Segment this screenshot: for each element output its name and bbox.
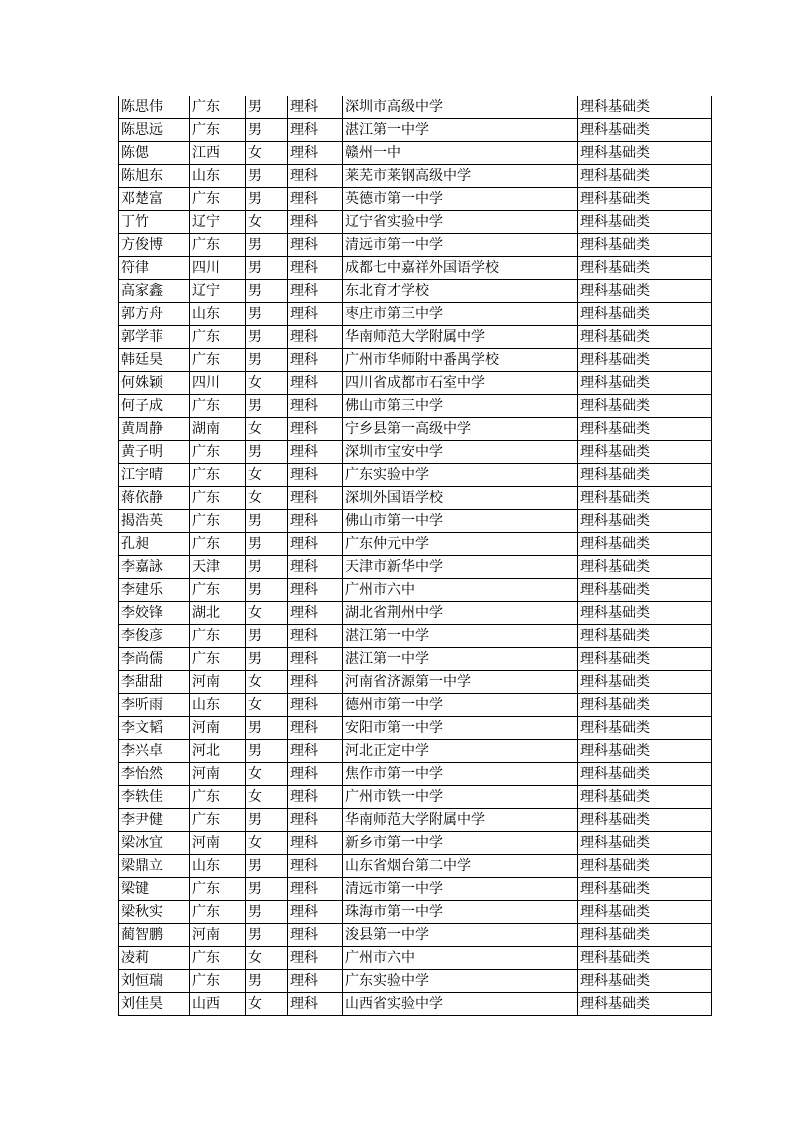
cell-school: 广东实验中学 bbox=[343, 464, 578, 487]
table-row bbox=[119, 234, 712, 257]
cell-subject: 理科 bbox=[288, 119, 343, 142]
cell-category: 理科基础类 bbox=[578, 602, 712, 625]
cell-category: 理科基础类 bbox=[578, 464, 712, 487]
cell-name: 梁鼎立 bbox=[119, 855, 190, 878]
cell-subject: 理科 bbox=[288, 740, 343, 763]
cell-school: 河北正定中学 bbox=[343, 740, 578, 763]
cell-province: 山西 bbox=[190, 993, 246, 1016]
cell-category: 理科基础类 bbox=[578, 533, 712, 556]
cell-school: 佛山市第三中学 bbox=[343, 395, 578, 418]
table-row bbox=[119, 579, 712, 602]
cell-name: 刘佳昊 bbox=[119, 993, 190, 1016]
cell-school: 焦作市第一中学 bbox=[343, 763, 578, 786]
cell-gender: 男 bbox=[246, 349, 288, 372]
cell-name: 高家鑫 bbox=[119, 280, 190, 303]
cell-gender: 男 bbox=[246, 96, 288, 119]
cell-province: 河南 bbox=[190, 717, 246, 740]
cell-name: 李怡然 bbox=[119, 763, 190, 786]
table-row bbox=[119, 441, 712, 464]
cell-name: 陈旭东 bbox=[119, 165, 190, 188]
cell-category: 理科基础类 bbox=[578, 855, 712, 878]
cell-gender: 女 bbox=[246, 372, 288, 395]
cell-gender: 女 bbox=[246, 142, 288, 165]
table-row bbox=[119, 464, 712, 487]
cell-school: 广州市铁一中学 bbox=[343, 786, 578, 809]
cell-name: 李俊彦 bbox=[119, 625, 190, 648]
cell-province: 辽宁 bbox=[190, 280, 246, 303]
cell-name: 邓楚富 bbox=[119, 188, 190, 211]
cell-province: 广东 bbox=[190, 878, 246, 901]
table-row bbox=[119, 625, 712, 648]
cell-category: 理科基础类 bbox=[578, 717, 712, 740]
cell-name: 李轶佳 bbox=[119, 786, 190, 809]
cell-school: 广东实验中学 bbox=[343, 970, 578, 993]
table-row bbox=[119, 165, 712, 188]
cell-province: 广东 bbox=[190, 234, 246, 257]
table-row bbox=[119, 993, 712, 1016]
cell-gender: 男 bbox=[246, 740, 288, 763]
cell-province: 广东 bbox=[190, 349, 246, 372]
table-row bbox=[119, 970, 712, 993]
cell-subject: 理科 bbox=[288, 556, 343, 579]
cell-subject: 理科 bbox=[288, 418, 343, 441]
cell-school: 四川省成都市石室中学 bbox=[343, 372, 578, 395]
table-row bbox=[119, 510, 712, 533]
cell-gender: 女 bbox=[246, 211, 288, 234]
cell-category: 理科基础类 bbox=[578, 441, 712, 464]
cell-name: 符律 bbox=[119, 257, 190, 280]
cell-category: 理科基础类 bbox=[578, 556, 712, 579]
cell-name: 黄子明 bbox=[119, 441, 190, 464]
cell-province: 山东 bbox=[190, 303, 246, 326]
cell-category: 理科基础类 bbox=[578, 510, 712, 533]
cell-province: 河南 bbox=[190, 671, 246, 694]
cell-gender: 男 bbox=[246, 556, 288, 579]
cell-subject: 理科 bbox=[288, 625, 343, 648]
cell-subject: 理科 bbox=[288, 602, 343, 625]
cell-gender: 男 bbox=[246, 119, 288, 142]
cell-gender: 男 bbox=[246, 510, 288, 533]
cell-gender: 男 bbox=[246, 234, 288, 257]
cell-gender: 女 bbox=[246, 464, 288, 487]
cell-name: 刘恒瑞 bbox=[119, 970, 190, 993]
cell-province: 天津 bbox=[190, 556, 246, 579]
cell-gender: 男 bbox=[246, 326, 288, 349]
cell-province: 广东 bbox=[190, 487, 246, 510]
cell-category: 理科基础类 bbox=[578, 418, 712, 441]
cell-category: 理科基础类 bbox=[578, 924, 712, 947]
cell-gender: 男 bbox=[246, 717, 288, 740]
table-row bbox=[119, 533, 712, 556]
cell-province: 河南 bbox=[190, 763, 246, 786]
cell-subject: 理科 bbox=[288, 786, 343, 809]
cell-gender: 女 bbox=[246, 993, 288, 1016]
cell-province: 广东 bbox=[190, 786, 246, 809]
cell-province: 广东 bbox=[190, 533, 246, 556]
cell-name: 陈思伟 bbox=[119, 96, 190, 119]
cell-category: 理科基础类 bbox=[578, 809, 712, 832]
cell-school: 清远市第一中学 bbox=[343, 878, 578, 901]
cell-name: 梁秋实 bbox=[119, 901, 190, 924]
cell-name: 蒋依静 bbox=[119, 487, 190, 510]
cell-name: 蔺智鹏 bbox=[119, 924, 190, 947]
cell-school: 湛江第一中学 bbox=[343, 625, 578, 648]
cell-name: 韩廷昊 bbox=[119, 349, 190, 372]
cell-province: 湖南 bbox=[190, 418, 246, 441]
cell-name: 李建乐 bbox=[119, 579, 190, 602]
table-row bbox=[119, 947, 712, 970]
cell-school: 清远市第一中学 bbox=[343, 234, 578, 257]
table-row bbox=[119, 418, 712, 441]
cell-subject: 理科 bbox=[288, 303, 343, 326]
cell-school: 天津市新华中学 bbox=[343, 556, 578, 579]
cell-school: 深圳市高级中学 bbox=[343, 96, 578, 119]
table-row bbox=[119, 878, 712, 901]
cell-subject: 理科 bbox=[288, 188, 343, 211]
cell-name: 郭方舟 bbox=[119, 303, 190, 326]
cell-school: 英德市第一中学 bbox=[343, 188, 578, 211]
cell-category: 理科基础类 bbox=[578, 671, 712, 694]
cell-province: 广东 bbox=[190, 464, 246, 487]
cell-subject: 理科 bbox=[288, 395, 343, 418]
cell-category: 理科基础类 bbox=[578, 625, 712, 648]
cell-subject: 理科 bbox=[288, 694, 343, 717]
cell-category: 理科基础类 bbox=[578, 234, 712, 257]
cell-name: 李听雨 bbox=[119, 694, 190, 717]
cell-name: 李尚儒 bbox=[119, 648, 190, 671]
cell-gender: 女 bbox=[246, 671, 288, 694]
cell-school: 河南省济源第一中学 bbox=[343, 671, 578, 694]
cell-province: 广东 bbox=[190, 809, 246, 832]
cell-province: 广东 bbox=[190, 119, 246, 142]
cell-subject: 理科 bbox=[288, 142, 343, 165]
cell-category: 理科基础类 bbox=[578, 395, 712, 418]
table-row bbox=[119, 280, 712, 303]
table-row bbox=[119, 487, 712, 510]
cell-category: 理科基础类 bbox=[578, 257, 712, 280]
cell-province: 广东 bbox=[190, 901, 246, 924]
cell-school: 华南师范大学附属中学 bbox=[343, 809, 578, 832]
cell-gender: 男 bbox=[246, 395, 288, 418]
table-row bbox=[119, 855, 712, 878]
cell-name: 凌莉 bbox=[119, 947, 190, 970]
cell-category: 理科基础类 bbox=[578, 349, 712, 372]
cell-gender: 男 bbox=[246, 901, 288, 924]
cell-subject: 理科 bbox=[288, 96, 343, 119]
cell-province: 辽宁 bbox=[190, 211, 246, 234]
cell-category: 理科基础类 bbox=[578, 740, 712, 763]
cell-name: 方俊博 bbox=[119, 234, 190, 257]
table-row bbox=[119, 694, 712, 717]
cell-category: 理科基础类 bbox=[578, 280, 712, 303]
cell-gender: 男 bbox=[246, 188, 288, 211]
table-row bbox=[119, 119, 712, 142]
cell-category: 理科基础类 bbox=[578, 96, 712, 119]
cell-school: 山东省烟台第二中学 bbox=[343, 855, 578, 878]
cell-name: 李文韬 bbox=[119, 717, 190, 740]
cell-gender: 女 bbox=[246, 602, 288, 625]
cell-province: 湖北 bbox=[190, 602, 246, 625]
table-row bbox=[119, 763, 712, 786]
cell-subject: 理科 bbox=[288, 349, 343, 372]
cell-gender: 女 bbox=[246, 418, 288, 441]
cell-gender: 女 bbox=[246, 947, 288, 970]
table-row bbox=[119, 395, 712, 418]
cell-subject: 理科 bbox=[288, 671, 343, 694]
cell-gender: 男 bbox=[246, 855, 288, 878]
cell-school: 佛山市第一中学 bbox=[343, 510, 578, 533]
cell-province: 四川 bbox=[190, 257, 246, 280]
cell-school: 安阳市第一中学 bbox=[343, 717, 578, 740]
cell-gender: 男 bbox=[246, 924, 288, 947]
cell-school: 赣州一中 bbox=[343, 142, 578, 165]
cell-subject: 理科 bbox=[288, 464, 343, 487]
cell-province: 广东 bbox=[190, 970, 246, 993]
cell-province: 广东 bbox=[190, 625, 246, 648]
cell-school: 辽宁省实验中学 bbox=[343, 211, 578, 234]
cell-gender: 女 bbox=[246, 786, 288, 809]
cell-school: 深圳外国语学校 bbox=[343, 487, 578, 510]
table-row bbox=[119, 211, 712, 234]
cell-gender: 女 bbox=[246, 832, 288, 855]
cell-name: 陈思远 bbox=[119, 119, 190, 142]
cell-name: 梁键 bbox=[119, 878, 190, 901]
cell-gender: 女 bbox=[246, 487, 288, 510]
cell-province: 山东 bbox=[190, 855, 246, 878]
cell-category: 理科基础类 bbox=[578, 303, 712, 326]
cell-name: 江宇晴 bbox=[119, 464, 190, 487]
cell-subject: 理科 bbox=[288, 648, 343, 671]
cell-province: 广东 bbox=[190, 188, 246, 211]
table-row bbox=[119, 740, 712, 763]
roster-body bbox=[119, 96, 712, 1016]
cell-subject: 理科 bbox=[288, 533, 343, 556]
cell-gender: 男 bbox=[246, 809, 288, 832]
cell-province: 河南 bbox=[190, 924, 246, 947]
cell-school: 广州市六中 bbox=[343, 947, 578, 970]
table-row bbox=[119, 257, 712, 280]
cell-gender: 男 bbox=[246, 165, 288, 188]
cell-subject: 理科 bbox=[288, 280, 343, 303]
cell-school: 华南师范大学附属中学 bbox=[343, 326, 578, 349]
cell-category: 理科基础类 bbox=[578, 579, 712, 602]
cell-subject: 理科 bbox=[288, 993, 343, 1016]
table-row bbox=[119, 303, 712, 326]
cell-name: 何子成 bbox=[119, 395, 190, 418]
cell-category: 理科基础类 bbox=[578, 947, 712, 970]
table-row bbox=[119, 96, 712, 119]
table-row bbox=[119, 142, 712, 165]
cell-gender: 男 bbox=[246, 878, 288, 901]
cell-category: 理科基础类 bbox=[578, 487, 712, 510]
cell-province: 广东 bbox=[190, 326, 246, 349]
cell-category: 理科基础类 bbox=[578, 142, 712, 165]
cell-category: 理科基础类 bbox=[578, 763, 712, 786]
cell-subject: 理科 bbox=[288, 970, 343, 993]
cell-subject: 理科 bbox=[288, 487, 343, 510]
cell-category: 理科基础类 bbox=[578, 878, 712, 901]
table-row bbox=[119, 349, 712, 372]
cell-name: 梁冰宜 bbox=[119, 832, 190, 855]
cell-name: 李尹健 bbox=[119, 809, 190, 832]
cell-province: 广东 bbox=[190, 510, 246, 533]
cell-category: 理科基础类 bbox=[578, 901, 712, 924]
cell-province: 山东 bbox=[190, 165, 246, 188]
cell-province: 广东 bbox=[190, 579, 246, 602]
cell-province: 广东 bbox=[190, 648, 246, 671]
student-roster-table bbox=[118, 96, 712, 1016]
cell-school: 广州市华师附中番禺学校 bbox=[343, 349, 578, 372]
cell-category: 理科基础类 bbox=[578, 648, 712, 671]
cell-subject: 理科 bbox=[288, 211, 343, 234]
cell-province: 江西 bbox=[190, 142, 246, 165]
cell-name: 李嘉詠 bbox=[119, 556, 190, 579]
cell-school: 湛江第一中学 bbox=[343, 119, 578, 142]
cell-school: 新乡市第一中学 bbox=[343, 832, 578, 855]
table-row bbox=[119, 717, 712, 740]
table-row bbox=[119, 326, 712, 349]
table-row bbox=[119, 809, 712, 832]
table-row bbox=[119, 372, 712, 395]
table-row bbox=[119, 786, 712, 809]
cell-name: 李姣锋 bbox=[119, 602, 190, 625]
cell-category: 理科基础类 bbox=[578, 188, 712, 211]
cell-subject: 理科 bbox=[288, 717, 343, 740]
cell-school: 莱芜市莱钢高级中学 bbox=[343, 165, 578, 188]
cell-school: 湛江第一中学 bbox=[343, 648, 578, 671]
cell-category: 理科基础类 bbox=[578, 326, 712, 349]
cell-name: 丁竹 bbox=[119, 211, 190, 234]
cell-gender: 男 bbox=[246, 441, 288, 464]
cell-school: 浚县第一中学 bbox=[343, 924, 578, 947]
cell-gender: 男 bbox=[246, 625, 288, 648]
cell-name: 郭学菲 bbox=[119, 326, 190, 349]
cell-province: 山东 bbox=[190, 694, 246, 717]
cell-gender: 男 bbox=[246, 970, 288, 993]
cell-category: 理科基础类 bbox=[578, 832, 712, 855]
cell-subject: 理科 bbox=[288, 947, 343, 970]
cell-subject: 理科 bbox=[288, 326, 343, 349]
cell-name: 李甜甜 bbox=[119, 671, 190, 694]
cell-category: 理科基础类 bbox=[578, 970, 712, 993]
table-row bbox=[119, 671, 712, 694]
cell-province: 广东 bbox=[190, 96, 246, 119]
cell-gender: 男 bbox=[246, 280, 288, 303]
cell-subject: 理科 bbox=[288, 165, 343, 188]
cell-name: 李兴卓 bbox=[119, 740, 190, 763]
cell-category: 理科基础类 bbox=[578, 119, 712, 142]
cell-gender: 女 bbox=[246, 694, 288, 717]
cell-subject: 理科 bbox=[288, 809, 343, 832]
table-row bbox=[119, 648, 712, 671]
cell-subject: 理科 bbox=[288, 763, 343, 786]
cell-category: 理科基础类 bbox=[578, 211, 712, 234]
cell-school: 广东仲元中学 bbox=[343, 533, 578, 556]
cell-gender: 男 bbox=[246, 533, 288, 556]
cell-gender: 男 bbox=[246, 579, 288, 602]
cell-province: 河南 bbox=[190, 832, 246, 855]
cell-school: 山西省实验中学 bbox=[343, 993, 578, 1016]
cell-school: 珠海市第一中学 bbox=[343, 901, 578, 924]
cell-school: 深圳市宝安中学 bbox=[343, 441, 578, 464]
cell-name: 何姝颖 bbox=[119, 372, 190, 395]
cell-province: 广东 bbox=[190, 441, 246, 464]
cell-school: 湖北省荆州中学 bbox=[343, 602, 578, 625]
cell-category: 理科基础类 bbox=[578, 694, 712, 717]
cell-subject: 理科 bbox=[288, 372, 343, 395]
cell-school: 广州市六中 bbox=[343, 579, 578, 602]
cell-province: 广东 bbox=[190, 947, 246, 970]
cell-subject: 理科 bbox=[288, 924, 343, 947]
cell-subject: 理科 bbox=[288, 579, 343, 602]
cell-name: 黄周静 bbox=[119, 418, 190, 441]
cell-school: 东北育才学校 bbox=[343, 280, 578, 303]
cell-category: 理科基础类 bbox=[578, 993, 712, 1016]
cell-name: 孔昶 bbox=[119, 533, 190, 556]
cell-name: 揭浩英 bbox=[119, 510, 190, 533]
cell-school: 德州市第一中学 bbox=[343, 694, 578, 717]
cell-province: 四川 bbox=[190, 372, 246, 395]
table-row bbox=[119, 556, 712, 579]
cell-subject: 理科 bbox=[288, 878, 343, 901]
cell-subject: 理科 bbox=[288, 510, 343, 533]
table-row bbox=[119, 602, 712, 625]
cell-category: 理科基础类 bbox=[578, 786, 712, 809]
cell-gender: 男 bbox=[246, 303, 288, 326]
table-row bbox=[119, 924, 712, 947]
cell-subject: 理科 bbox=[288, 441, 343, 464]
cell-province: 河北 bbox=[190, 740, 246, 763]
cell-subject: 理科 bbox=[288, 901, 343, 924]
cell-gender: 男 bbox=[246, 257, 288, 280]
cell-gender: 男 bbox=[246, 648, 288, 671]
cell-subject: 理科 bbox=[288, 832, 343, 855]
cell-province: 广东 bbox=[190, 395, 246, 418]
table-row bbox=[119, 188, 712, 211]
table-row bbox=[119, 901, 712, 924]
cell-category: 理科基础类 bbox=[578, 372, 712, 395]
cell-school: 成都七中嘉祥外国语学校 bbox=[343, 257, 578, 280]
cell-school: 枣庄市第三中学 bbox=[343, 303, 578, 326]
cell-subject: 理科 bbox=[288, 257, 343, 280]
table-row bbox=[119, 832, 712, 855]
cell-category: 理科基础类 bbox=[578, 165, 712, 188]
cell-school: 宁乡县第一高级中学 bbox=[343, 418, 578, 441]
cell-gender: 女 bbox=[246, 763, 288, 786]
cell-subject: 理科 bbox=[288, 234, 343, 257]
cell-subject: 理科 bbox=[288, 855, 343, 878]
cell-name: 陈偲 bbox=[119, 142, 190, 165]
